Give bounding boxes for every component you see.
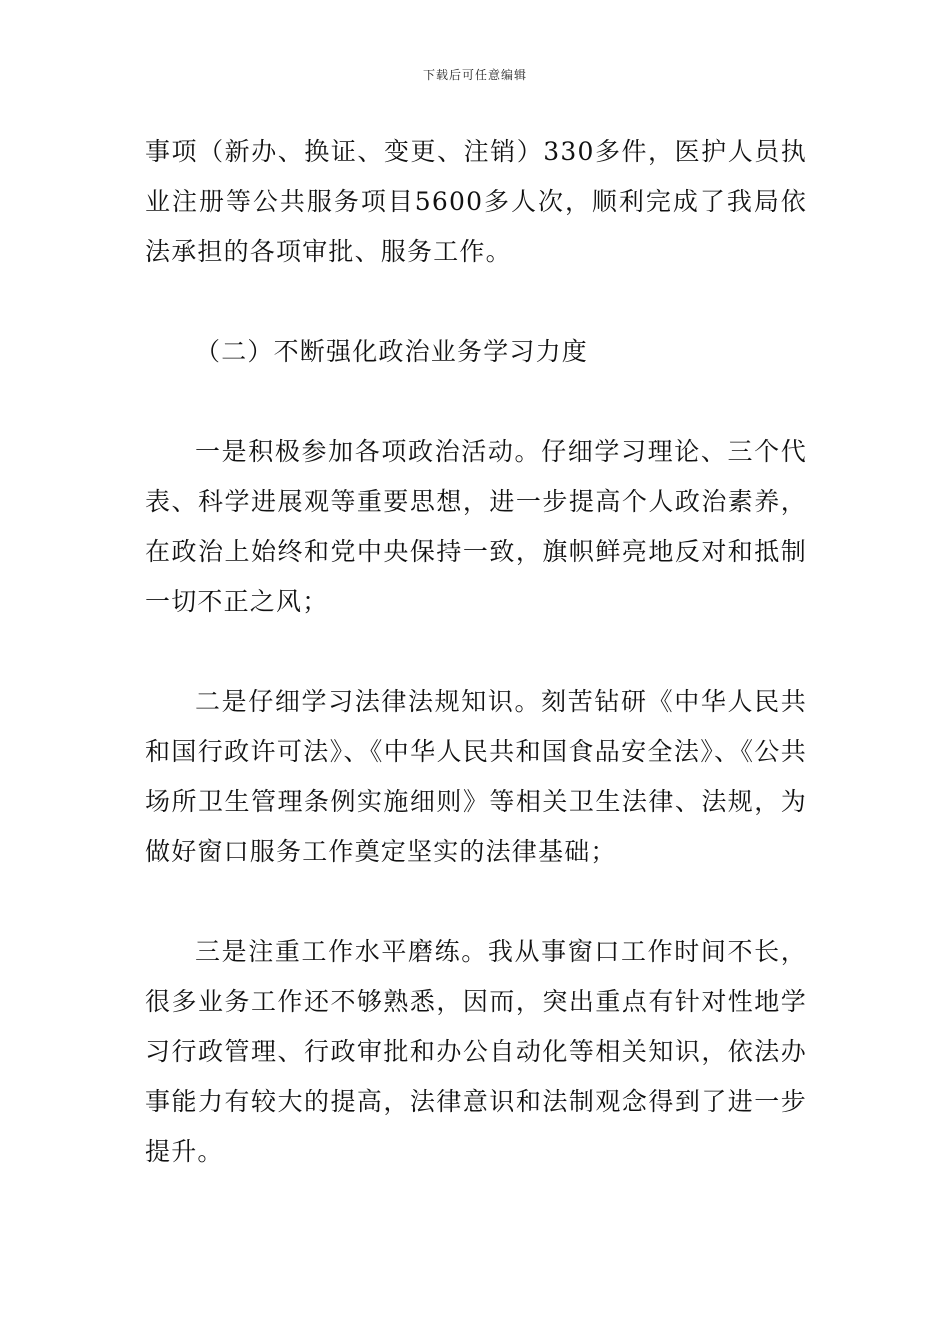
paragraph-political-activities: 一是积极参加各项政治活动。仔细学习理论、三个代表、科学进展观等重要思想，进一步提高个人政治素养，在政治上始终和党中央保持一致，旗帜鲜亮地反对和抵制一切不正之风； (145, 437, 807, 616)
document-body (145, 127, 807, 1177)
paragraph-spacer (145, 627, 807, 677)
paragraph-spacer (145, 377, 807, 427)
page-header-note: 下载后可任意编辑 (422, 68, 527, 82)
section-heading-study: （二）不断强化政治业务学习力度 (195, 337, 589, 366)
paragraph-work-skills: 三是注重工作水平磨练。我从事窗口工作时间不长，很多业务工作还不够熟悉，因而，突出重点有针对性地学习行政管理、行政审批和办公自动化等相关知识，依法办事能力有较大的提高，法律意识和法制观念得到了进一步提升。 (145, 937, 807, 1166)
paragraph-approval-summary: 事项（新办、换证、变更、注销）330多件，医护人员执业注册等公共服务项目5600多人次，顺利完成了我局依法承担的各项审批、服务工作。 (145, 137, 807, 266)
paragraph-law-study: 二是仔细学习法律法规知识。刻苦钻研《中华人民共和国行政许可法》、《中华人民共和国食品安全法》、《公共场所卫生管理条例实施细则》等相关卫生法律、法规，为做好窗口服务工作奠定坚实的法律基础； (145, 687, 807, 866)
paragraph-spacer (145, 877, 807, 927)
paragraph-spacer (145, 277, 807, 327)
